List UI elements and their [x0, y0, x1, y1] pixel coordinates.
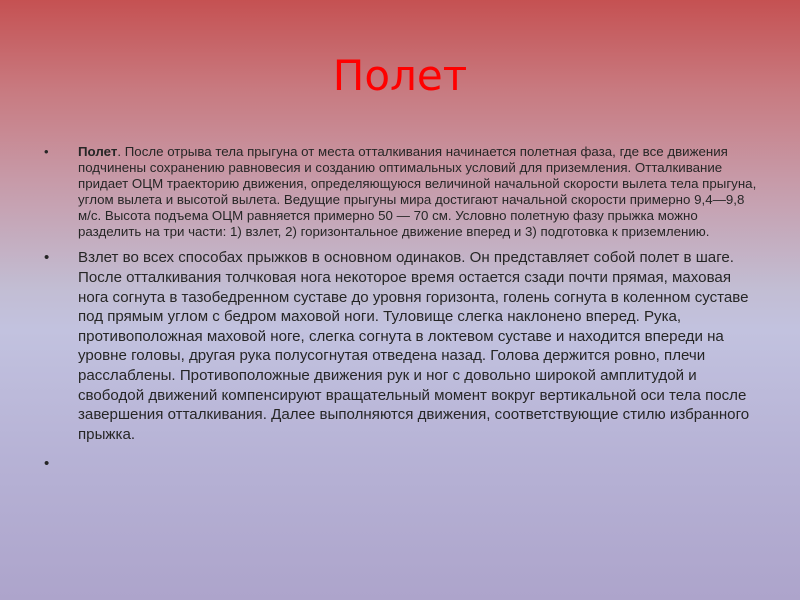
bullet-marker: • — [44, 249, 50, 267]
bullet-text: . После отрыва тела прыгуна от места отталкивания начинается полетная фаза, где все движения подчинены сохранению равновесия и созданию оптимальных условий для приземления. Отталкивание придает ОЦМ траекторию движения, определяющуюся величиной начальной скорости вылета тела прыгуна, углом вылета и высотой вылета. Ведущие прыгуны мира достигают начальной скорости примерно 9,4—9,8 м/с. Высота подъема ОЦМ равняется примерно 50 — 70 см. Условно полетную фазу прыжка можно разделить на три части: 1) взлет, 2) горизонтальное движение вперед и 3) подготовка к приземлению. — [78, 144, 757, 239]
bullet-item-flight — [40, 144, 760, 239]
bullet-marker: • — [44, 455, 50, 473]
bullet-item-empty — [40, 455, 760, 473]
bullet-lead-term: Полет — [78, 144, 118, 159]
bullet-list — [40, 144, 760, 473]
slide-title: Полет — [332, 51, 468, 100]
bullet-marker: • — [44, 144, 49, 159]
bullet-text: Взлет во всех способах прыжков в основном одинаков. Он представляет собой полет в шаге. После отталкивания толчковая нога некоторое время остается сзади почти прямая, маховая нога согнута в тазобедренном суставе до уровня горизонта, голень согнута в коленном суставе под прямым углом с бедром маховой ноги. Туловище слегка наклонено вперед. Рука, противоположная маховой ноге, слегка согнута в локтевом суставе и находится впереди на уровне головы, другая рука полусогнутая отведена назад. Голова держится ровно, плечи расслаблены. Противоположные движения рук и ног с довольно широкой амплитудой и свободой движений компенсируют вращательный момент вокруг вертикальной оси тела после завершения отталкивания. Далее выполняются движения, соответствующие стилю избранного прыжка. — [78, 249, 750, 443]
bullet-item-takeoff — [40, 248, 760, 444]
